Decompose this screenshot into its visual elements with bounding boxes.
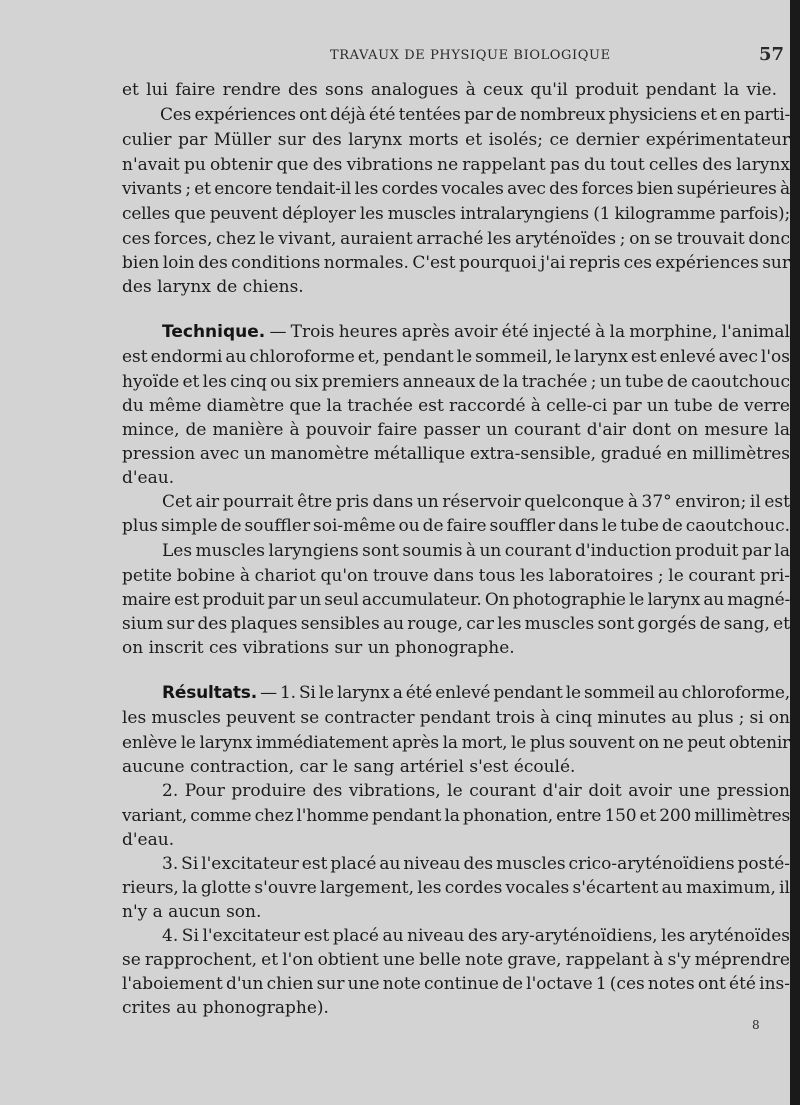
technique-line-3: hyoïde et les cinq ou six premiers anneaux de la trachée ; un tube de caoutchouc bbox=[122, 372, 790, 392]
technique-line-9: plus simple de souffler soi-même ou de faire souffler dans le tube de caoutchouc. bbox=[122, 516, 790, 536]
text-line bbox=[0, 76, 790, 104]
resultats-line-3: enlève le larynx immédiatement après la mort, le plus souvent on ne peut obtenir bbox=[122, 733, 790, 753]
technique-line-4: du même diamètre que la trachée est raccordé à celle-ci par un tube de verre bbox=[122, 396, 790, 416]
technique-heading: Technique. bbox=[162, 322, 266, 342]
intro-line-6: celles que peuvent déployer les muscles intralaryngiens (1 kilogramme parfois); bbox=[122, 204, 790, 224]
technique-line-14: on inscrit ces vibrations sur un phonographe. bbox=[122, 638, 515, 658]
resultats-line-13: l'aboiement d'un chien sur une note continue de l'octave 1 (ces notes ont été ins- bbox=[122, 974, 790, 994]
intro-line-5: vivants ; et encore tendait-il les cordes vocales avec des forces bien supérieures à bbox=[122, 179, 790, 199]
text-line bbox=[0, 200, 790, 228]
intro-line-4: n'avait pu obtenir que des vibrations ne rappelant pas du tout celles des larynx bbox=[122, 155, 790, 175]
text-line bbox=[0, 126, 790, 154]
resultats-line-7: d'eau. bbox=[122, 830, 175, 850]
technique-line-10: Les muscles laryngiens sont soumis à un courant d'induction produit par la bbox=[162, 541, 790, 561]
technique-line-5: mince, de manière à pouvoir faire passer un courant d'air dont on mesure la bbox=[122, 420, 790, 440]
text-line bbox=[0, 634, 790, 662]
resultats-line-4: aucune contraction, car le sang artériel s'est écoulé. bbox=[122, 757, 576, 777]
resultats-line-1 bbox=[162, 679, 790, 707]
technique-line-8: Cet air pourrait être pris dans un réservoir quelconque à 37° environ; il est bbox=[162, 492, 790, 512]
resultats-line-11: 4. Si l'excitateur est placé au niveau des ary-aryténoïdiens, les aryténoïdes bbox=[162, 926, 790, 946]
technique-line-1 bbox=[162, 318, 790, 346]
intro-line-1: et lui faire rendre des sons analogues à ceux qu'il produit pendant la vie. bbox=[122, 80, 777, 100]
text-line bbox=[0, 318, 790, 346]
resultats-line-6: variant, comme chez l'homme pendant la phonation, entre 150 et 200 millimètres bbox=[122, 806, 790, 826]
text-line bbox=[0, 537, 790, 565]
technique-line-1-text: — Trois heures après avoir été injecté à la morphine, l'animal bbox=[265, 322, 790, 342]
resultats-line-2: les muscles peuvent se contracter pendant trois à cinq minutes au plus ; si on bbox=[122, 708, 790, 728]
technique-line-6: pression avec un manomètre métallique extra-sensible, gradué en millimètres bbox=[122, 444, 790, 464]
page-number: 57 bbox=[758, 44, 784, 65]
technique-line-7: d'eau. bbox=[122, 468, 175, 488]
text-line bbox=[0, 704, 790, 732]
intro-line-2: Ces expériences ont déjà été tentées par de nombreux physiciens et en parti- bbox=[160, 105, 790, 125]
text-line bbox=[0, 101, 790, 129]
text-line bbox=[0, 273, 790, 301]
resultats-line-14: crites au phonographe). bbox=[122, 998, 329, 1018]
resultats-line-10: n'y a aucun son. bbox=[122, 902, 262, 922]
text-line bbox=[0, 679, 790, 707]
technique-line-2: est endormi au chloroforme et, pendant le sommeil, le larynx est enlevé avec l'os bbox=[122, 347, 790, 367]
intro-line-9: des larynx de chiens. bbox=[122, 277, 304, 297]
text-line bbox=[0, 512, 790, 540]
page-edge-shadow bbox=[790, 0, 800, 1105]
text-line bbox=[0, 777, 790, 805]
intro-line-3: culier par Müller sur des larynx morts et isolés; ce dernier expérimentateur bbox=[122, 130, 790, 150]
running-title: TRAVAUX DE PHYSIQUE BIOLOGIQUE bbox=[330, 48, 611, 63]
text-line bbox=[0, 994, 790, 1022]
resultats-line-5: 2. Pour produire des vibrations, le courant d'air doit avoir une pression bbox=[162, 781, 790, 801]
intro-line-7: ces forces, chez le vivant, auraient arraché les aryténoïdes ; on se trouvait donc bbox=[122, 229, 790, 249]
technique-line-13: sium sur des plaques sensibles au rouge, car les muscles sont gorgés de sang, et bbox=[122, 614, 790, 634]
signature-mark: 8 bbox=[752, 1018, 760, 1032]
technique-line-11: petite bobine à chariot qu'on trouve dans tous les laboratoires ; le courant pri- bbox=[122, 566, 790, 586]
resultats-line-9: rieurs, la glotte s'ouvre largement, les cordes vocales s'écartent au maximum, il bbox=[122, 878, 790, 898]
intro-line-8: bien loin des conditions normales. C'est pourquoi j'ai repris ces expériences sur bbox=[122, 253, 790, 273]
resultats-line-12: se rapprochent, et l'on obtient une belle note grave, rappelant à s'y méprendre bbox=[122, 950, 790, 970]
text-line bbox=[0, 343, 790, 371]
resultats-heading: Résultats. bbox=[162, 683, 257, 703]
resultats-line-1-text: — 1. Si le larynx a été enlevé pendant le sommeil au chloroforme, bbox=[256, 683, 790, 703]
text-line bbox=[0, 175, 790, 203]
page-header bbox=[0, 44, 784, 68]
technique-line-12: maire est produit par un seul accumulateur. On photographie le larynx au magné- bbox=[122, 590, 790, 610]
resultats-line-8: 3. Si l'excitateur est placé au niveau des muscles crico-aryténoïdiens posté- bbox=[162, 854, 790, 874]
